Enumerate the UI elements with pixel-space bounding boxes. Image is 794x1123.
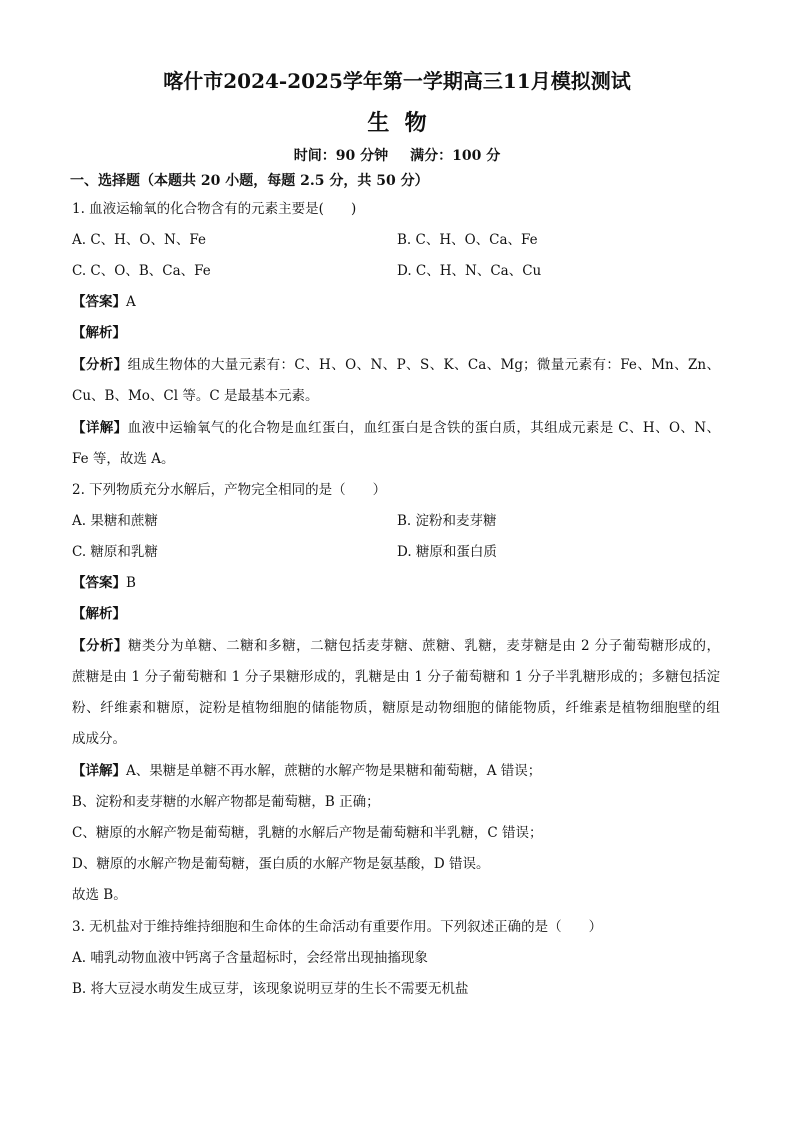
q2-fenxi-line-2: 蔗糖是由 1 分子葡萄糖和 1 分子果糖形成的，乳糖是由 1 分子葡萄糖和 1 分子半乳糖形成的；多糖包括淀 — [72, 669, 720, 685]
subject-title: 生 物 — [367, 110, 427, 136]
answer-value: A — [126, 294, 136, 310]
q1-xiangjie-line-2: Fe 等，故选 A。 — [72, 451, 175, 467]
q2-xiangjie-line-3: C、糖原的水解产物是葡萄糖，乳糖的水解后产物是葡萄糖和半乳糖，C 错误； — [72, 825, 543, 841]
q2-answer — [72, 573, 136, 593]
q2-fenxi-line-3: 粉、纤维素和糖原，淀粉是植物细胞的储能物质，糖原是动物细胞的储能物质，纤维素是植物细胞壁的组 — [72, 700, 720, 716]
q3-option-b: B. 将大豆浸水萌发生成豆芽，该现象说明豆芽的生长不需要无机盐 — [72, 981, 469, 997]
q1-stem: 1. 血液运输氧的化合物含有的元素主要是( ) — [72, 201, 357, 217]
q1-answer — [72, 292, 136, 312]
q1-option-a: A. C、H、O、N、Fe — [72, 232, 206, 248]
q2-fenxi-line-1 — [72, 636, 720, 656]
q2-fenxi-line-4: 成成分。 — [72, 731, 126, 747]
time-limit: 时间：90 分钟 — [293, 148, 389, 164]
answer-tag: 【答案】 — [72, 294, 126, 310]
q1-fenxi-line-2: Cu、B、Mo、Cl 等。C 是最基本元素。 — [72, 388, 319, 404]
answer-tag: 【答案】 — [72, 575, 126, 591]
answer-value: B — [126, 575, 136, 591]
q1-option-c: C. C、O、B、Ca、Fe — [72, 263, 211, 279]
full-score: 满分：100 分 — [410, 148, 501, 164]
q2-analysis-tag: 【解析】 — [72, 606, 126, 622]
q3-option-a: A. 哺乳动物血液中钙离子含量超标时，会经常出现抽搐现象 — [72, 950, 428, 966]
q2-option-c: C. 糖原和乳糖 — [72, 544, 158, 560]
fenxi-text: 组成生物体的大量元素有：C、H、O、N、P、S、K、Ca、Mg；微量元素有：Fe、Mn、Zn、 — [127, 357, 721, 373]
xiangjie-text: A、果糖是单糖不再水解，蔗糖的水解产物是果糖和葡萄糖，A 错误； — [126, 763, 542, 779]
q2-xiangjie-line-4: D、糖原的水解产物是葡萄糖，蛋白质的水解产物是氨基酸，D 错误。 — [72, 856, 490, 872]
exam-title: 喀什市2024-2025学年第一学期高三11月模拟测试 — [163, 69, 631, 93]
q2-xiangjie-line-2: B、淀粉和麦芽糖的水解产物都是葡萄糖，B 正确； — [72, 794, 380, 810]
xiangjie-text: 血液中运输氧气的化合物是血红蛋白，血红蛋白是含铁的蛋白质，其组成元素是 C、H、O、N、 — [127, 420, 721, 436]
q2-stem: 2. 下列物质充分水解后，产物完全相同的是（ ） — [72, 482, 387, 498]
fenxi-text: 糖类分为单糖、二糖和多糖，二糖包括麦芽糖、蔗糖、乳糖，麦芽糖是由 2 分子葡萄糖形成的， — [128, 638, 721, 654]
q2-conclusion: 故选 B。 — [72, 887, 127, 903]
q1-option-b: B. C、H、O、Ca、Fe — [397, 232, 538, 248]
q1-fenxi-line-1 — [72, 355, 720, 375]
q2-option-b: B. 淀粉和麦芽糖 — [397, 513, 497, 529]
exam-info — [0, 145, 794, 167]
q2-xiangjie-line-1 — [72, 761, 541, 781]
q3-stem: 3. 无机盐对于维持维持细胞和生命体的生命活动有重要作用。下列叙述正确的是（ ） — [72, 919, 603, 935]
q2-option-d: D. 糖原和蛋白质 — [397, 544, 497, 560]
fenxi-tag: 【分析】 — [72, 357, 128, 373]
xiangjie-tag: 【详解】 — [72, 420, 128, 436]
q2-option-a: A. 果糖和蔗糖 — [72, 513, 158, 529]
fenxi-tag: 【分析】 — [72, 638, 129, 654]
q1-analysis-tag: 【解析】 — [72, 325, 126, 341]
q1-xiangjie-line-1 — [72, 418, 720, 438]
xiangjie-tag: 【详解】 — [72, 763, 126, 779]
q1-option-d: D. C、H、N、Ca、Cu — [397, 263, 542, 279]
section-heading: 一、选择题（本题共 20 小题，每题 2.5 分，共 50 分） — [70, 173, 429, 189]
